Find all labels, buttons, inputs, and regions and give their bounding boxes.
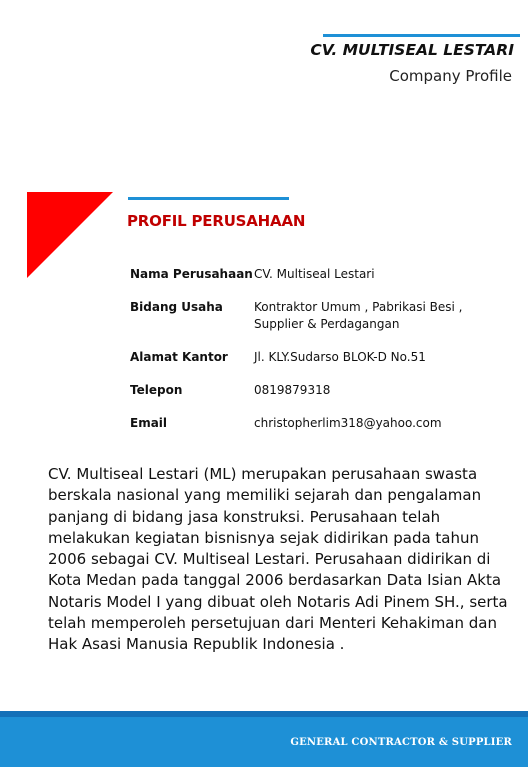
info-row-company-name — [130, 266, 510, 299]
info-value: Jl. KLY.Sudarso BLOK-D No.51 — [254, 350, 426, 364]
header-accent-line — [323, 34, 520, 37]
info-value — [254, 299, 510, 333]
red-corner-triangle — [27, 192, 113, 278]
section-accent-line — [128, 197, 289, 200]
info-label: Alamat Kantor — [130, 350, 228, 364]
footer-bar — [0, 711, 528, 767]
company-profile-subtitle: Company Profile — [389, 67, 512, 85]
info-label: Email — [130, 416, 168, 430]
section-title: PROFIL PERUSAHAAN — [127, 212, 306, 230]
profile-info-table — [130, 266, 510, 448]
info-row-email — [130, 415, 510, 448]
info-label: Nama Perusahaan — [130, 267, 253, 281]
info-row-phone — [130, 382, 510, 415]
company-title: CV. MULTISEAL LESTARI — [310, 41, 514, 59]
info-value: 0819879318 — [254, 383, 331, 397]
info-value-line-2: Supplier & Perdagangan — [254, 317, 400, 331]
info-row-business-field — [130, 299, 510, 349]
info-value-line-1: Kontraktor Umum , Pabrikasi Besi , — [254, 300, 463, 314]
info-label: Bidang Usaha — [130, 300, 223, 314]
info-value-email: christopherlim318@yahoo.com — [254, 416, 442, 430]
info-label: Telepon — [130, 383, 183, 397]
company-description: CV. Multiseal Lestari (ML) merupakan perusahaan swasta berskala nasional yang memiliki sejarah dan pengalaman panjang di bidang jasa konstruksi. Perusahaan telah melakukan kegiatan bisnisnya sejak didirikan pada tahun 2006 sebagai CV. Multiseal Lestari. Perusahaan didirikan di Kota Medan pada tanggal 2006 berdasarkan Data Isian Akta Notaris Model I yang dibuat oleh Notaris Adi Pinem SH., serta telah memperoleh persetujuan dari Menteri Kehakiman dan Hak Asasi Manusia Republik Indonesia . — [48, 465, 508, 654]
info-value: CV. Multiseal Lestari — [254, 267, 375, 281]
footer-tagline: GENERAL CONTRACTOR & SUPPLIER — [290, 737, 512, 748]
footer-top-stripe — [0, 711, 528, 717]
info-row-office-address — [130, 349, 510, 382]
